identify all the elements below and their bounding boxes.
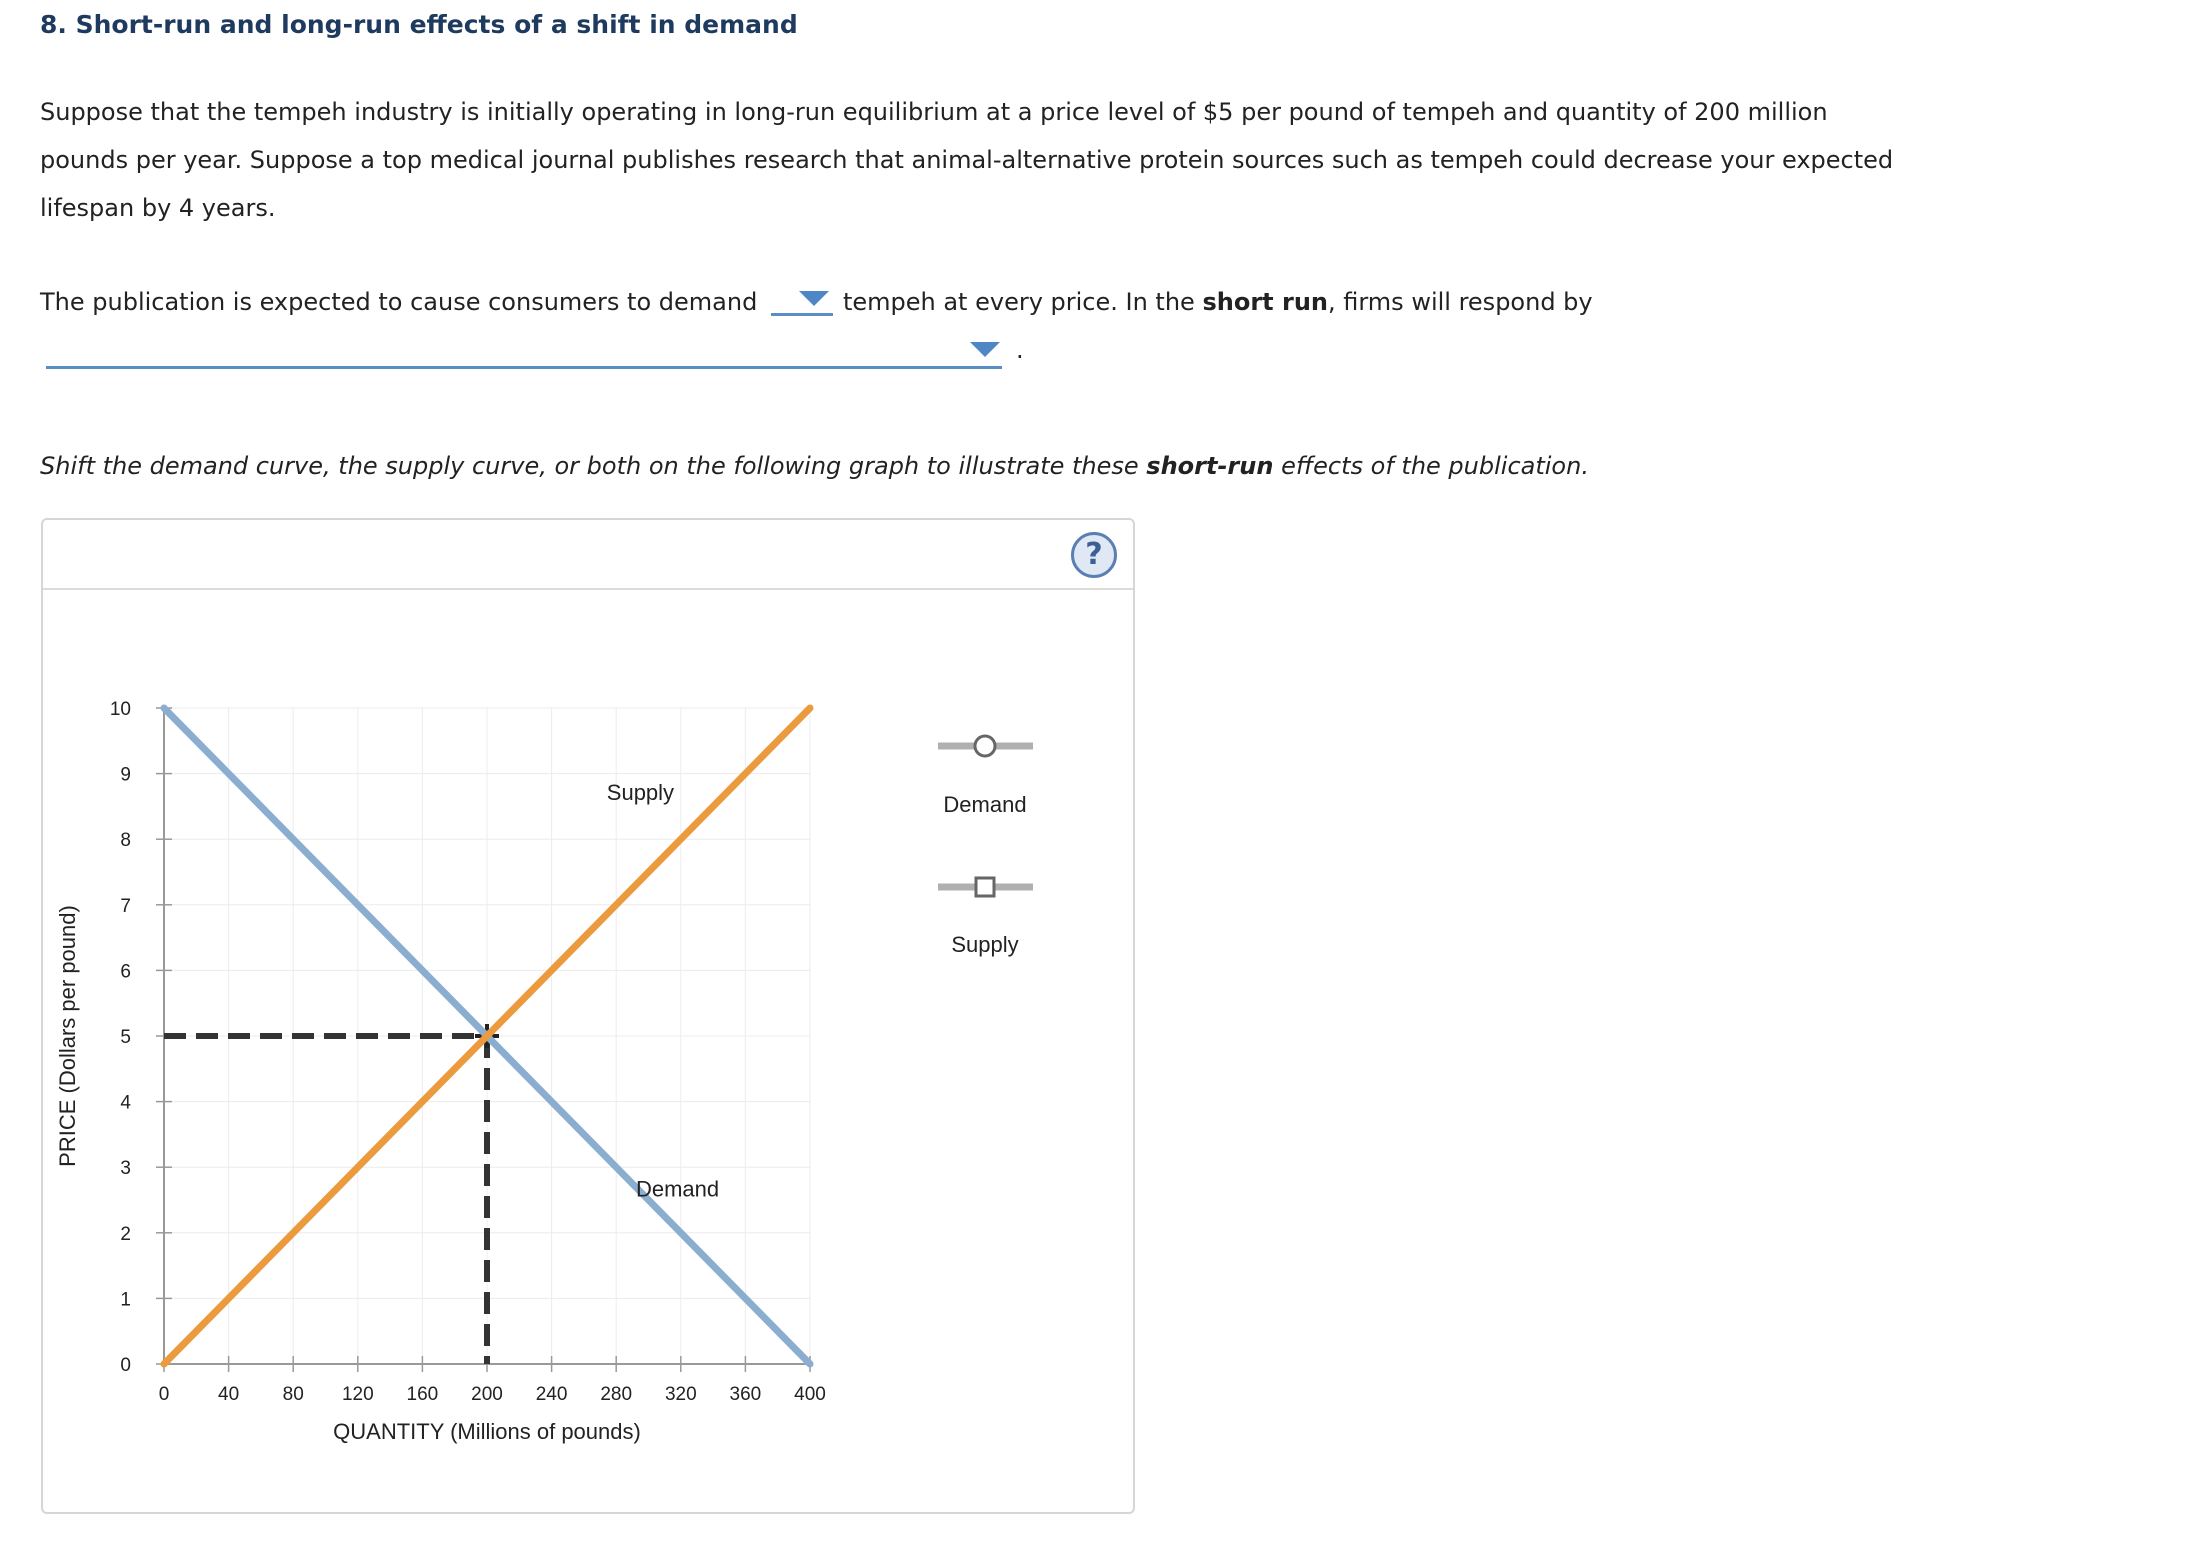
dropdown-arrow-icon bbox=[799, 291, 829, 306]
y-tick-label: 2 bbox=[120, 1223, 131, 1245]
y-tick-label: 9 bbox=[120, 764, 131, 786]
graph-area[interactable] bbox=[43, 520, 1133, 1512]
dropdown-arrow-icon bbox=[970, 342, 1000, 357]
x-tick-label: 200 bbox=[471, 1384, 503, 1405]
graph-instruction bbox=[40, 452, 1589, 480]
x-tick-label: 120 bbox=[341, 1384, 374, 1405]
instruction-part1: Shift the demand curve, the supply curve, or both on the following graph to illustrate these bbox=[40, 452, 1147, 480]
sentence-bold-short-run: short run bbox=[1202, 288, 1328, 316]
sentence-period: . bbox=[1016, 336, 1024, 364]
x-tick-label: 320 bbox=[664, 1384, 697, 1405]
legend-demand-label: Demand bbox=[943, 792, 1027, 817]
x-tick-label: 40 bbox=[218, 1384, 240, 1405]
circle-icon bbox=[975, 736, 995, 756]
demand-curve-label: Demand bbox=[635, 1176, 720, 1202]
legend bbox=[938, 736, 1033, 957]
demand-change-dropdown[interactable] bbox=[771, 283, 833, 316]
legend-demand-tool[interactable] bbox=[938, 736, 1033, 756]
y-tick-label: 8 bbox=[120, 830, 131, 852]
x-tick-label: 80 bbox=[282, 1384, 304, 1405]
graph-panel bbox=[41, 518, 1135, 1514]
y-tick-label: 5 bbox=[120, 1027, 131, 1048]
firm-response-row bbox=[46, 330, 1026, 370]
sentence-part1: The publication is expected to cause consumers to demand bbox=[40, 288, 758, 316]
y-axis-label: PRICE (Dollars per pound) bbox=[55, 905, 80, 1167]
question-intro: Suppose that the tempeh industry is initially operating in long-run equilibrium at a price level of $5 per pound of tempeh and quantity of 200 million pounds per year. Suppose a top medical journal publishes research that animal-alternative protein sources such as tempeh could decrease your expected lifespan by 4 years. bbox=[40, 98, 1894, 222]
question-sentence bbox=[40, 278, 2040, 326]
legend-supply-tool[interactable] bbox=[938, 878, 1033, 896]
x-axis-label: QUANTITY (Millions of pounds) bbox=[333, 1419, 641, 1444]
square-icon bbox=[976, 878, 994, 896]
sentence-part2b: , firms will respond by bbox=[1327, 288, 1593, 316]
x-tick-label: 0 bbox=[158, 1384, 170, 1405]
legend-supply-label: Supply bbox=[951, 932, 1019, 957]
instruction-bold: short-run bbox=[1146, 452, 1274, 480]
y-tick-label: 6 bbox=[120, 961, 131, 983]
sentence-part2a: tempeh at every price. In the bbox=[842, 288, 1203, 316]
y-tick-label: 0 bbox=[120, 1355, 131, 1376]
question-title: 8. Short-run and long-run effects of a shift in demand bbox=[40, 10, 798, 39]
x-tick-label: 360 bbox=[729, 1384, 762, 1405]
instruction-part2: effects of the publication. bbox=[1273, 452, 1589, 480]
y-tick-label: 4 bbox=[120, 1092, 131, 1114]
y-tick-label: 3 bbox=[120, 1158, 131, 1180]
y-tick-label: 1 bbox=[120, 1289, 131, 1311]
x-tick-label: 160 bbox=[406, 1384, 439, 1405]
help-icon[interactable]: ? bbox=[1071, 532, 1117, 578]
x-tick-label: 280 bbox=[600, 1384, 633, 1405]
x-tick-label: 240 bbox=[535, 1384, 568, 1405]
y-tick-label: 7 bbox=[120, 895, 131, 917]
x-tick-label: 400 bbox=[794, 1384, 826, 1405]
curve-labels bbox=[607, 780, 719, 1202]
supply-curve-label: Supply bbox=[606, 779, 675, 805]
y-tick-label: 10 bbox=[109, 699, 131, 720]
firm-response-dropdown[interactable] bbox=[46, 330, 1002, 369]
